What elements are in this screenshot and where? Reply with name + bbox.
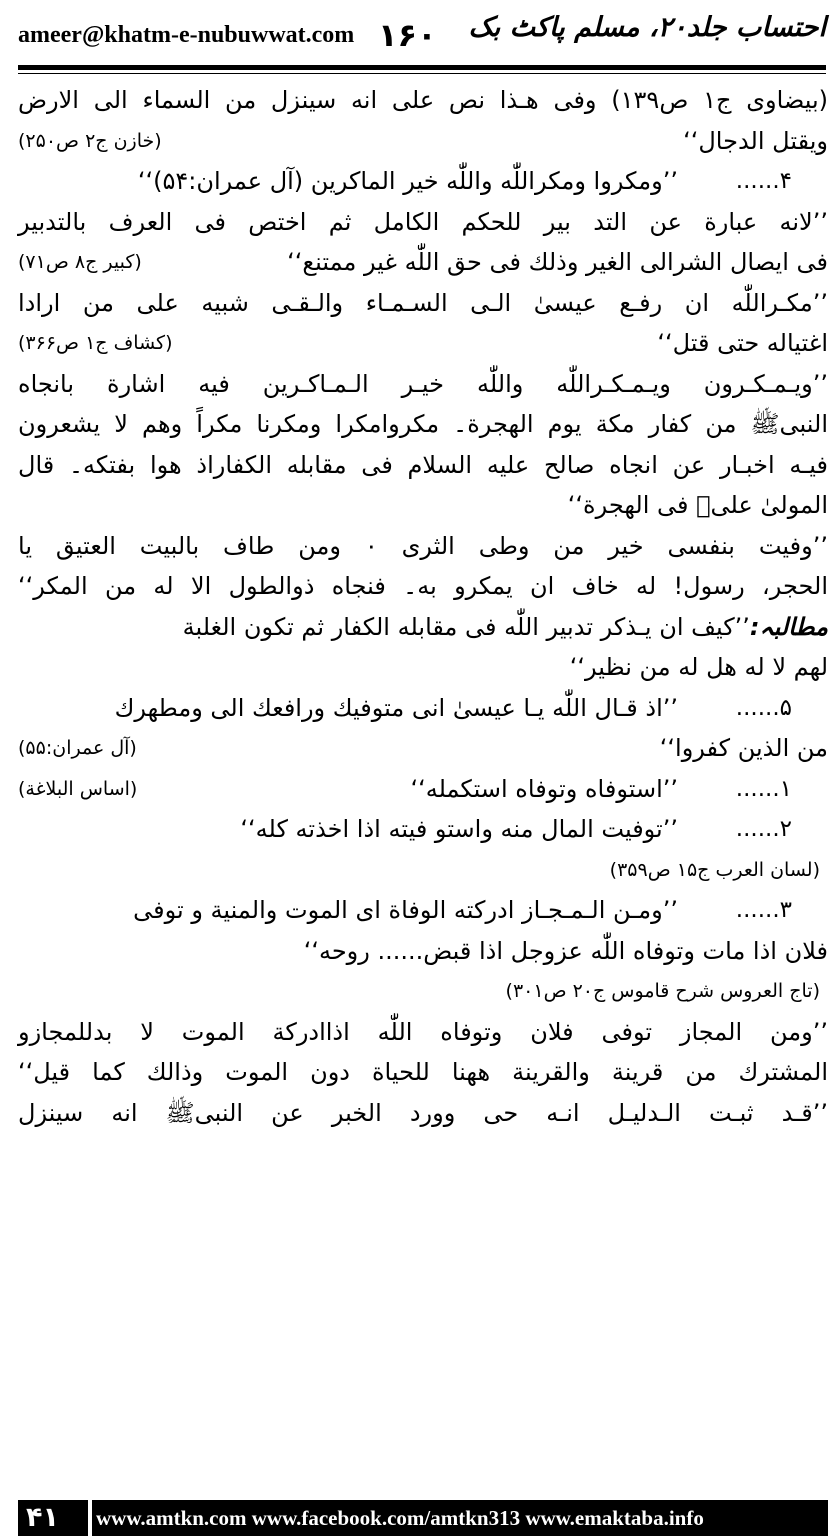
text-line [18, 1093, 828, 1134]
text-line [18, 971, 828, 1012]
text-line [18, 526, 828, 567]
text-line [18, 688, 828, 729]
text-line [18, 445, 828, 486]
text-line [18, 202, 828, 243]
header-page-number: ۱۶۰ [378, 16, 437, 54]
line-text: ’’لانه عبارة عن التد بیر للحکم الکامل ثم اختص فی العرف بالتدبیر [18, 207, 828, 236]
reference: (کشاف ج۱ ص۳۶۶) [18, 332, 173, 354]
item-number: ۲...... [735, 816, 792, 842]
reference: (کبیر ج۸ ص۷۱) [18, 251, 142, 273]
line-text [183, 607, 828, 648]
line-text: ’’ومکروا ومکراللّٰه واللّٰه خیر الماکرین (آل عمران:۵۴)‘‘ [137, 167, 678, 195]
footer-divider [88, 1500, 92, 1536]
line-text: ’’مکـراللّٰه ان رفـع عیسیٰ الـی السـمـاء والـقـی شبیه علی من ارادا [18, 288, 828, 317]
line-text: من الذین کفروا‘‘ [659, 734, 828, 762]
line-text: اغتیاله حتی قتل‘‘ [657, 329, 828, 357]
line-text: فی ایصال الشرالی الغیر وذلك فی حق اللّٰه غیر ممتنع‘‘ [287, 248, 828, 276]
line-text: ویقتل الدجال‘‘ [683, 126, 828, 155]
text-line [18, 1052, 828, 1093]
text-line [18, 323, 828, 364]
item-number: ۱...... [735, 775, 792, 802]
line-text: الحجر، رسول! له خاف ان یمکرو به۔ فنجاه ذوالطول الا له من المکر‘‘ [18, 572, 828, 600]
text-line [18, 161, 828, 202]
text-line [18, 121, 828, 162]
page-footer [18, 1500, 828, 1536]
text-line [18, 607, 828, 648]
line-text: ’’ویـمـکـرون ویـمـکـراللّٰه واللّٰه خیـر الـمـاکـرین فیه اشارة بانجاه [18, 369, 828, 398]
section-label: مطالبہ: [749, 612, 828, 641]
text-line [18, 850, 828, 891]
item-number: ۳...... [735, 897, 792, 923]
line-text: (بیضاوی ج۱ ص۱۳۹) وفی ھـذا نص علی انه سینزل من السماء الی الارض [18, 86, 828, 114]
text-line [18, 404, 828, 445]
text-line [18, 1012, 828, 1053]
line-text: المولیٰ علیؓ فی الهجرة‘‘ [567, 491, 828, 519]
header-book-title: احتساب جلد۲۰، مسلم پاکٹ بک [468, 12, 826, 43]
line-text: ’’توفیت المال منه واستو فیته اذا اخذته کله‘‘ [240, 815, 678, 843]
text-line [18, 283, 828, 324]
line-text: ’’اذ قـال اللّٰه یـا عیسیٰ انی متوفیك ورافعك الی ومطهرك [114, 693, 678, 722]
line-text: ’’قـد ثبـت الـدلیـل انـه حی وورد الخبر عن النبیﷺ انه سینزل [18, 1098, 828, 1127]
item-number: ۵...... [735, 694, 792, 721]
text-line [18, 566, 828, 607]
header-rule [18, 65, 826, 70]
line-text: لهم لا له هل له من نظیر‘‘ [569, 653, 828, 681]
line-text-body: ’’کیف ان یـذکر تدبیر اللّٰه فی مقابله الکفار ثم تکون الغلبة [182, 612, 750, 641]
line-text: المشترك من قرینة والقرینة ههنا للحیاة دون الموت وذالك کما قیل‘‘ [18, 1058, 828, 1086]
text-line [18, 242, 828, 283]
text-line [18, 647, 828, 688]
reference: (اساس البلاغة) [18, 777, 138, 800]
header-email: ameer@khatm-e-nubuwwat.com [18, 22, 355, 48]
header-rule-thin [18, 73, 826, 74]
reference: (تاج العروس شرح قاموس ج۲۰ ص۳۰۱) [505, 980, 820, 1002]
line-text: ’’استوفاه وتوفاه استکمله‘‘ [410, 774, 678, 803]
line-text: النبیﷺ من کفار مکة یوم الهجرة۔ مکروامکرا ومکرنا مکراً وهم لا یشعرون [18, 410, 828, 438]
text-line [18, 931, 828, 972]
text-line [18, 809, 828, 850]
footer-page-number: ۴۱ [26, 1502, 59, 1533]
page-body [18, 80, 828, 1133]
text-line [18, 728, 828, 769]
page-header [0, 0, 840, 62]
line-text: ’’ومن المجاز توفی فلان وتوفاه اللّٰه اذاادرکة الموت لا بدللمجازو [18, 1017, 828, 1046]
item-number: ۴...... [735, 168, 792, 194]
text-line [18, 364, 828, 405]
text-line [18, 769, 828, 810]
reference: (خازن ج۲ ص۲۵۰) [18, 129, 162, 152]
line-text: ’’وفیت بنفسی خیر من وطی الثری ۰ ومن طاف بالبیت العتیق یا [18, 531, 828, 560]
footer-links: www.amtkn.com www.facebook.com/amtkn313 www.emaktaba.info [96, 1506, 704, 1530]
reference: (آل عمران:۵۵) [18, 737, 137, 759]
text-line [18, 80, 828, 121]
text-line [18, 890, 828, 931]
reference: (لسان العرب ج۱۵ ص۳۵۹) [609, 858, 820, 881]
line-text: فلان اذا مات وتوفاه اللّٰه عزوجل اذا قبض...... روحه‘‘ [303, 936, 828, 965]
line-text: فیـه اخبـار عن انجاه صالح علیه السلام فی مقابله الکفاراذ هوا بفتکه۔ قال [18, 450, 828, 479]
line-text: ’’ومـن الـمـجـاز ادرکته الوفاة ای الموت والمنیة و توفی [133, 896, 678, 924]
text-line [18, 485, 828, 526]
